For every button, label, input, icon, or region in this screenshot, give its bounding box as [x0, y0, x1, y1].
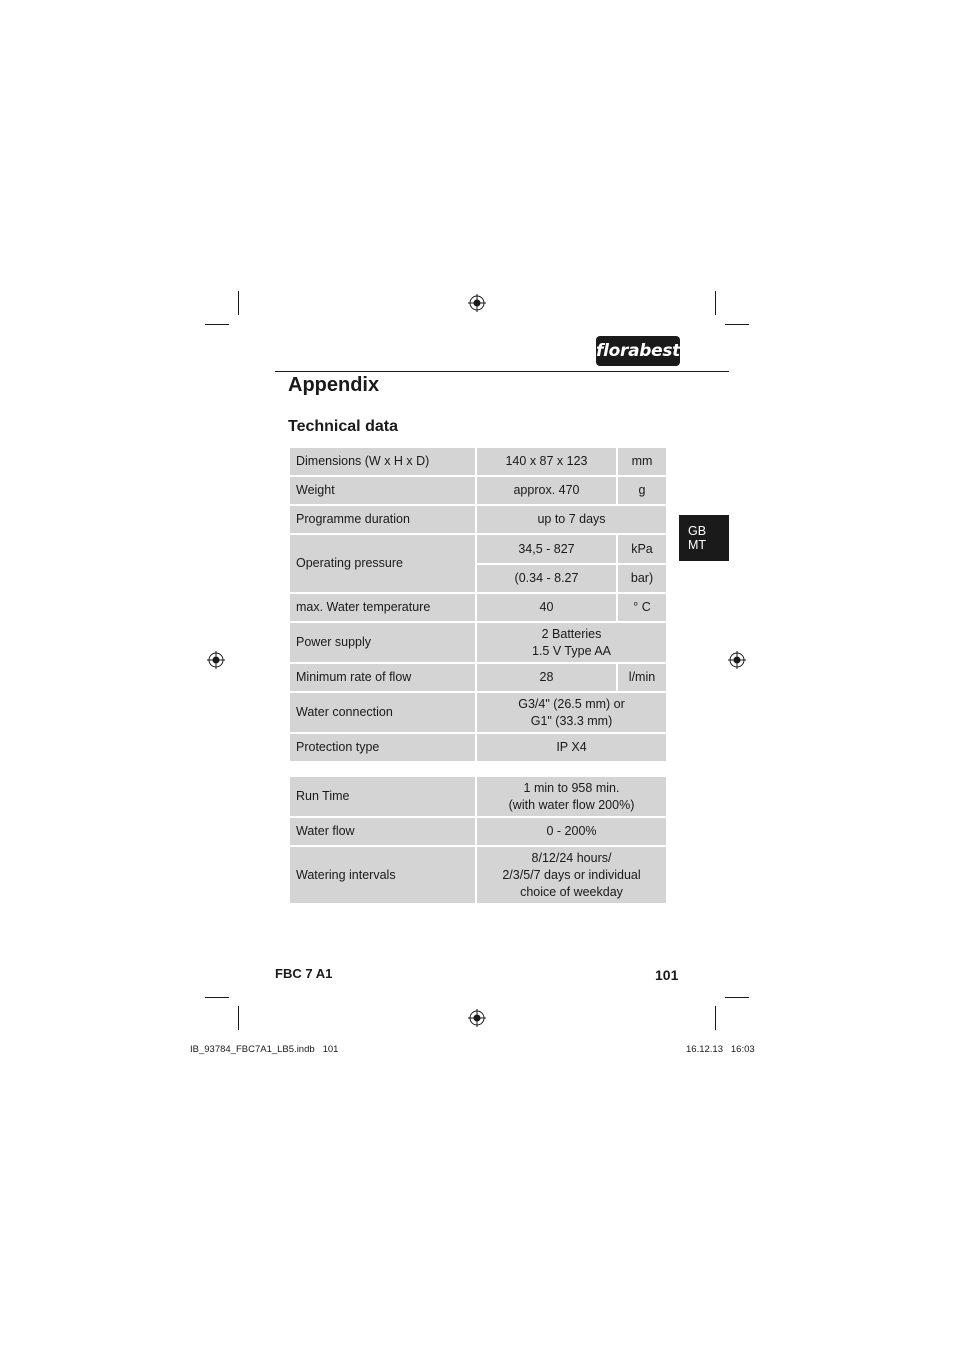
language-tab	[679, 515, 729, 561]
row-value-line: 1.5 V Type AA	[532, 643, 611, 658]
crop-mark	[715, 291, 716, 315]
table-row	[289, 447, 667, 476]
crop-mark	[715, 1006, 716, 1030]
row-value	[476, 622, 667, 663]
row-label: Water flow	[289, 817, 476, 846]
row-value: (0.34 - 8.27	[476, 564, 617, 593]
crop-mark	[205, 997, 229, 998]
header-rule	[275, 371, 729, 372]
row-label: Dimensions (W x H x D)	[289, 447, 476, 476]
row-label: Operating pressure	[289, 534, 476, 593]
language-tab-line2: MT	[688, 538, 707, 552]
crop-mark	[205, 324, 229, 325]
row-value	[476, 846, 667, 904]
table-row	[289, 663, 667, 692]
row-label: Watering intervals	[289, 846, 476, 904]
crop-mark	[238, 1006, 239, 1030]
table-row	[289, 846, 667, 904]
row-value-line: choice of weekday	[520, 884, 623, 899]
page-title: Appendix	[288, 374, 380, 396]
row-value-line: 8/12/24 hours/	[531, 850, 612, 865]
row-value-line: 1 min to 958 min.	[523, 780, 620, 795]
row-unit: l/min	[617, 663, 667, 692]
table-row	[289, 776, 667, 817]
registration-mark-icon	[468, 294, 486, 312]
row-label: Minimum rate of flow	[289, 663, 476, 692]
row-unit: bar)	[617, 564, 667, 593]
row-value: approx. 470	[476, 476, 617, 505]
table-row	[289, 733, 667, 762]
row-unit: mm	[617, 447, 667, 476]
section-title: Technical data	[288, 418, 398, 435]
table-row	[289, 593, 667, 622]
row-label: max. Water temperature	[289, 593, 476, 622]
technical-data-table	[288, 446, 668, 763]
row-label: Power supply	[289, 622, 476, 663]
programme-data-table	[288, 775, 668, 905]
registration-mark-icon	[728, 651, 746, 669]
crop-mark	[725, 324, 749, 325]
row-value: 34,5 - 827	[476, 534, 617, 564]
row-value: 0 - 200%	[476, 817, 667, 846]
row-value	[476, 692, 667, 733]
registration-mark-icon	[468, 1009, 486, 1027]
row-label: Weight	[289, 476, 476, 505]
table-row	[289, 505, 667, 534]
row-value-line: (with water flow 200%)	[508, 797, 635, 812]
crop-mark	[725, 997, 749, 998]
row-value-line: 2/3/5/7 days or individual	[502, 867, 641, 882]
registration-mark-icon	[207, 651, 225, 669]
row-value: 28	[476, 663, 617, 692]
row-value: IP X4	[476, 733, 667, 762]
row-value-line: G3/4" (26.5 mm) or	[518, 696, 625, 711]
row-value	[476, 776, 667, 817]
table-row	[289, 476, 667, 505]
brand-logo	[596, 336, 680, 366]
crop-mark	[238, 291, 239, 315]
row-unit: kPa	[617, 534, 667, 564]
row-value-line: 2 Batteries	[541, 626, 602, 641]
row-label: Run Time	[289, 776, 476, 817]
row-value: 140 x 87 x 123	[476, 447, 617, 476]
language-tab-line1: GB	[688, 524, 707, 538]
brand-logo-text: florabest	[596, 336, 680, 366]
table-row	[289, 534, 667, 564]
file-slug: IB_93784_FBC7A1_LB5.indb 101	[190, 1044, 339, 1055]
row-label: Protection type	[289, 733, 476, 762]
table-row	[289, 692, 667, 733]
page-number: 101	[655, 967, 679, 983]
row-value: up to 7 days	[476, 505, 667, 534]
footer-model-name: FBC 7 A1	[275, 966, 333, 981]
table-row	[289, 622, 667, 663]
table-row	[289, 817, 667, 846]
row-label: Programme duration	[289, 505, 476, 534]
print-timestamp: 16.12.13 16:03	[686, 1044, 755, 1055]
row-unit: ° C	[617, 593, 667, 622]
row-value-line: G1" (33.3 mm)	[530, 713, 613, 728]
row-value: 40	[476, 593, 617, 622]
row-unit: g	[617, 476, 667, 505]
row-label: Water connection	[289, 692, 476, 733]
